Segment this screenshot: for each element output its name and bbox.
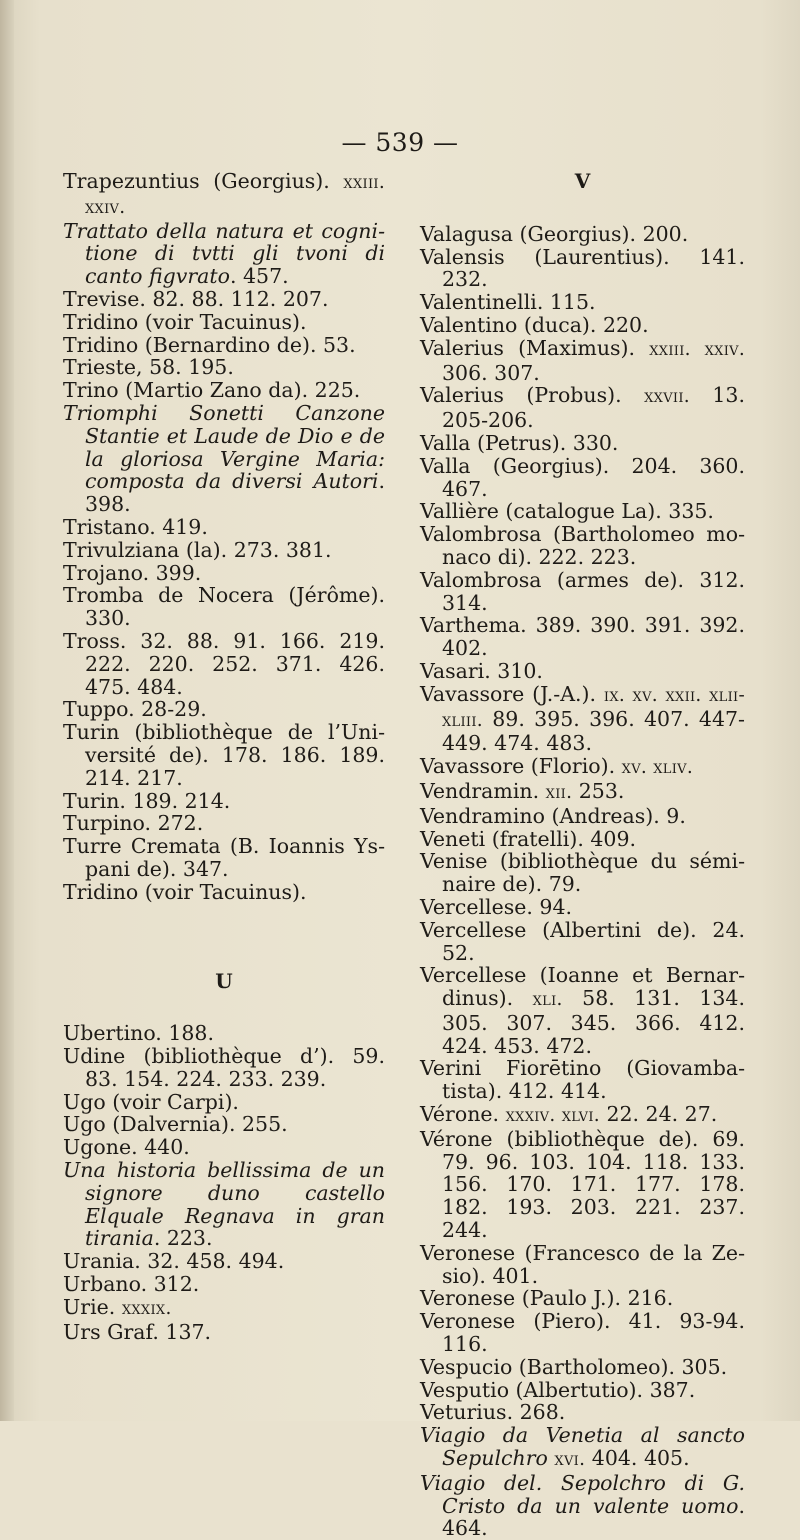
entry-text: 306. 307.	[442, 360, 540, 385]
entry-text: Varthema. 389. 390. 391. 392. 402.	[420, 613, 745, 661]
index-entry	[63, 1296, 385, 1321]
entry-title-italic: Trattato della natura et cognitione di tvtti gli tvoni di canto figvrato	[63, 218, 385, 289]
index-entry	[420, 384, 745, 432]
index-entry	[420, 1103, 745, 1128]
entry-text: Urs Graf. 137.	[63, 1319, 212, 1344]
index-entry	[63, 379, 385, 402]
index-entry	[420, 964, 745, 1057]
entry-text: 404. 405.	[585, 1446, 690, 1471]
index-entry	[420, 432, 745, 455]
entry-text: Valombrosa (armes de). 312. 314.	[420, 567, 745, 615]
entry-text: Turin (bibliothèque de l’Université de). 178. 186. 189. 214. 217.	[63, 720, 385, 790]
index-entry	[420, 569, 745, 615]
entry-title-italic: Viagio del. Sepolchro di G. Cristo da un valente uomo	[420, 1470, 745, 1518]
index-entry	[420, 614, 745, 660]
entry-text: Veturius. 268.	[420, 1400, 566, 1425]
entry-text: . 457.	[229, 264, 289, 289]
entry-text: Turre Cremata (B. Ioannis Yspani de). 347.	[63, 834, 385, 881]
entry-text: Tridino (voir Tacuinus).	[63, 309, 307, 334]
index-entry	[63, 584, 385, 630]
index-entry	[420, 660, 745, 683]
entry-text: xxvii.	[644, 386, 690, 408]
entry-text: xii.	[545, 781, 573, 803]
index-entry	[420, 1242, 745, 1288]
index-entry	[63, 630, 385, 698]
entry-text: Valentino (duca). 220.	[420, 312, 649, 337]
index-entry	[63, 1091, 385, 1114]
page-number: — 539 —	[341, 128, 459, 157]
index-entry	[63, 812, 385, 835]
index-entry	[63, 334, 385, 357]
index-entry	[420, 1424, 745, 1472]
index-entry	[420, 1057, 745, 1103]
index-entry	[420, 455, 745, 501]
index-entry	[63, 1113, 385, 1136]
entry-text: Trojano. 399.	[63, 560, 202, 585]
index-entry	[63, 1136, 385, 1159]
entry-text: Vercellese. 94.	[420, 894, 572, 919]
entry-title-italic: Triomphi Sonetti Canzone Stantie et Laude de Dio e de la gloriosa Vergine Maria: composta da diversi Autori	[63, 400, 385, 494]
index-entry	[63, 790, 385, 813]
index-entry	[63, 698, 385, 721]
entry-text: Valentinelli. 115.	[420, 290, 596, 315]
index-entry	[420, 896, 745, 919]
entry-text: Tridino (Bernardino de). 53.	[63, 332, 356, 357]
index-entry	[63, 1045, 385, 1091]
entry-text: Ugo (Dalvernia). 255.	[63, 1112, 288, 1137]
index-entry	[63, 311, 385, 334]
entry-text: Veneti (fratelli). 409.	[420, 826, 637, 851]
index-entry	[420, 1287, 745, 1310]
index-entry	[63, 220, 385, 288]
entry-text: Ubertino. 188.	[63, 1021, 214, 1046]
index-entry	[420, 805, 745, 828]
entry-text: Ugo (voir Carpi).	[63, 1089, 239, 1114]
entry-text: Verini Fiorētino (Giovambatista). 412. 414.	[420, 1056, 745, 1104]
entry-text: Vendramino (Andreas). 9.	[420, 803, 686, 828]
index-entry	[63, 835, 385, 881]
entry-text: Vavassore (Florio).	[420, 754, 622, 779]
right-column	[420, 170, 745, 1540]
entry-text: Veronese (Piero). 41. 93-94. 116.	[420, 1309, 745, 1357]
entry-text: Vesputio (Albertutio). 387.	[420, 1377, 696, 1402]
index-entry	[63, 516, 385, 539]
entry-text: Valerius (Maximus).	[420, 335, 650, 360]
entry-text: Valerius (Probus).	[420, 383, 645, 408]
entry-text: Vavassore (J.-A.).	[420, 681, 604, 706]
entry-text: Venise (bibliothèque du séminaire de). 79.	[420, 849, 745, 897]
index-entry	[420, 223, 745, 246]
index-entry	[420, 683, 745, 755]
section-letter-v: V	[574, 169, 591, 193]
entry-text: xv. xliv.	[621, 757, 693, 779]
entry-text: xvi.	[554, 1449, 586, 1471]
entry-text: Urbano. 312.	[63, 1272, 200, 1297]
entry-text: 58. 131. 134. 305. 307. 345. 366. 412. 424. 453. 472.	[442, 986, 745, 1058]
entry-text: ix. xv. xxii. xlii-xliii.	[442, 684, 745, 731]
entry-text: xxxiv. xlvi.	[505, 1105, 600, 1127]
entry-text: Tristano. 419.	[63, 514, 208, 539]
entry-text: Tross. 32. 88. 91. 166. 219. 222. 220. 252. 371. 426. 475. 484.	[63, 628, 385, 699]
index-entry	[420, 1128, 745, 1242]
entry-text: Valombrosa (Bartholomeo monaco di). 222. 223.	[420, 522, 745, 569]
entry-text: Tridino (voir Tacuinus).	[63, 879, 307, 904]
left-column	[63, 170, 385, 1343]
entry-text: . 398.	[85, 469, 385, 517]
index-entry	[63, 562, 385, 585]
entry-text: Vallière (catalogue La). 335.	[420, 499, 714, 524]
index-entry	[420, 1472, 745, 1540]
entry-text: Vespucio (Bartholomeo). 305.	[420, 1354, 728, 1379]
entry-text: Vercellese (Albertini de). 24. 52.	[420, 917, 745, 965]
entry-text: Trapezuntius (Georgius).	[63, 169, 344, 193]
entry-text: Vercellese (Ioanne et Bernardinus).	[420, 963, 745, 1011]
entry-text: Valla (Petrus). 330.	[420, 430, 619, 455]
entry-text: xxiii. xxiv.	[649, 338, 746, 360]
index-entry	[420, 1310, 745, 1356]
index-entry	[63, 1022, 385, 1045]
entry-text: Vasari. 310.	[420, 658, 543, 683]
section-letter-u: U	[215, 968, 233, 993]
entry-text: Veronese (Francesco de la Zesio). 401.	[420, 1240, 745, 1288]
index-entry	[63, 1159, 385, 1250]
index-entry	[420, 314, 745, 337]
entry-text: Valensis (Laurentius). 141. 232.	[420, 244, 745, 292]
index-entry	[63, 1273, 385, 1296]
entry-text: Vendramin.	[420, 778, 546, 803]
entry-title-italic: Una historia bellissima de un signore duno castello Elquale Regnava in gran tirania	[63, 1158, 385, 1251]
index-entry	[63, 1250, 385, 1273]
index-entry	[420, 523, 745, 569]
index-entry	[420, 246, 745, 292]
entry-text: Tromba de Nocera (Jérôme). 330.	[63, 583, 385, 631]
entry-text: Trevise. 82. 88. 112. 207.	[63, 286, 329, 311]
index-entry	[420, 780, 745, 805]
entry-text: Urie.	[63, 1294, 122, 1319]
entry-text: Turpino. 272.	[63, 811, 204, 836]
index-entry	[420, 828, 745, 851]
entry-text: Udine (bibliothèque d’). 59. 83. 154. 224. 233. 239.	[63, 1044, 385, 1091]
entry-text: Vérone.	[420, 1102, 506, 1127]
entry-text: Trino (Martio Zano da). 225.	[63, 378, 361, 403]
entry-text: xli.	[532, 989, 563, 1011]
entry-text: xxiii. xxiv.	[85, 172, 385, 218]
entry-text: 13. 205-206.	[442, 383, 745, 433]
index-entry	[420, 1356, 745, 1379]
index-entry	[63, 288, 385, 311]
entry-text: Veronese (Paulo J.). 216.	[420, 1286, 674, 1311]
index-entry	[420, 291, 745, 314]
entry-text: 89. 395. 396. 407. 447-449. 474. 483.	[442, 706, 745, 756]
entry-text: Turin. 189. 214.	[63, 788, 231, 813]
entry-text: Ugone. 440.	[63, 1135, 190, 1160]
entry-text: Valla (Georgius). 204. 360. 467.	[420, 453, 745, 501]
index-entry	[63, 402, 385, 516]
entry-text: Vérone (bibliothèque de). 69. 79. 96. 103. 104. 118. 133. 156. 170. 171. 177. 178. 182. 193. 203. 221. 237. 244.	[420, 1126, 745, 1243]
entry-text: 22. 24. 27.	[599, 1102, 718, 1127]
index-entry	[420, 337, 745, 385]
entry-title-italic: Viagio da Venetia al sancto Sepulchro	[420, 1423, 745, 1471]
index-entry	[63, 356, 385, 379]
index-entry	[63, 539, 385, 562]
index-entry	[420, 755, 745, 780]
entry-text: . 464.	[442, 1493, 745, 1540]
index-entry	[420, 850, 745, 896]
page-spine-shadow	[0, 0, 14, 1421]
index-entry	[63, 1321, 385, 1344]
index-entry	[420, 919, 745, 965]
entry-text: Trieste, 58. 195.	[63, 355, 234, 380]
entry-text: 253.	[572, 778, 625, 803]
index-entry	[63, 721, 385, 789]
index-entry	[63, 170, 385, 220]
entry-text: Urania. 32. 458. 494.	[63, 1249, 285, 1274]
entry-text: xxxix.	[121, 1297, 172, 1319]
index-entry	[420, 1379, 745, 1402]
index-entries-u	[63, 1022, 385, 1343]
entry-text: Valagusa (Georgius). 200.	[420, 221, 689, 246]
index-entries-t	[63, 170, 385, 904]
index-entries-v	[420, 223, 745, 1540]
entry-text: Tuppo. 28-29.	[63, 697, 207, 722]
entry-text: . 223.	[153, 1226, 213, 1251]
index-entry	[63, 881, 385, 904]
entry-text: Trivulziana (la). 273. 381.	[63, 537, 332, 562]
index-entry	[420, 500, 745, 523]
